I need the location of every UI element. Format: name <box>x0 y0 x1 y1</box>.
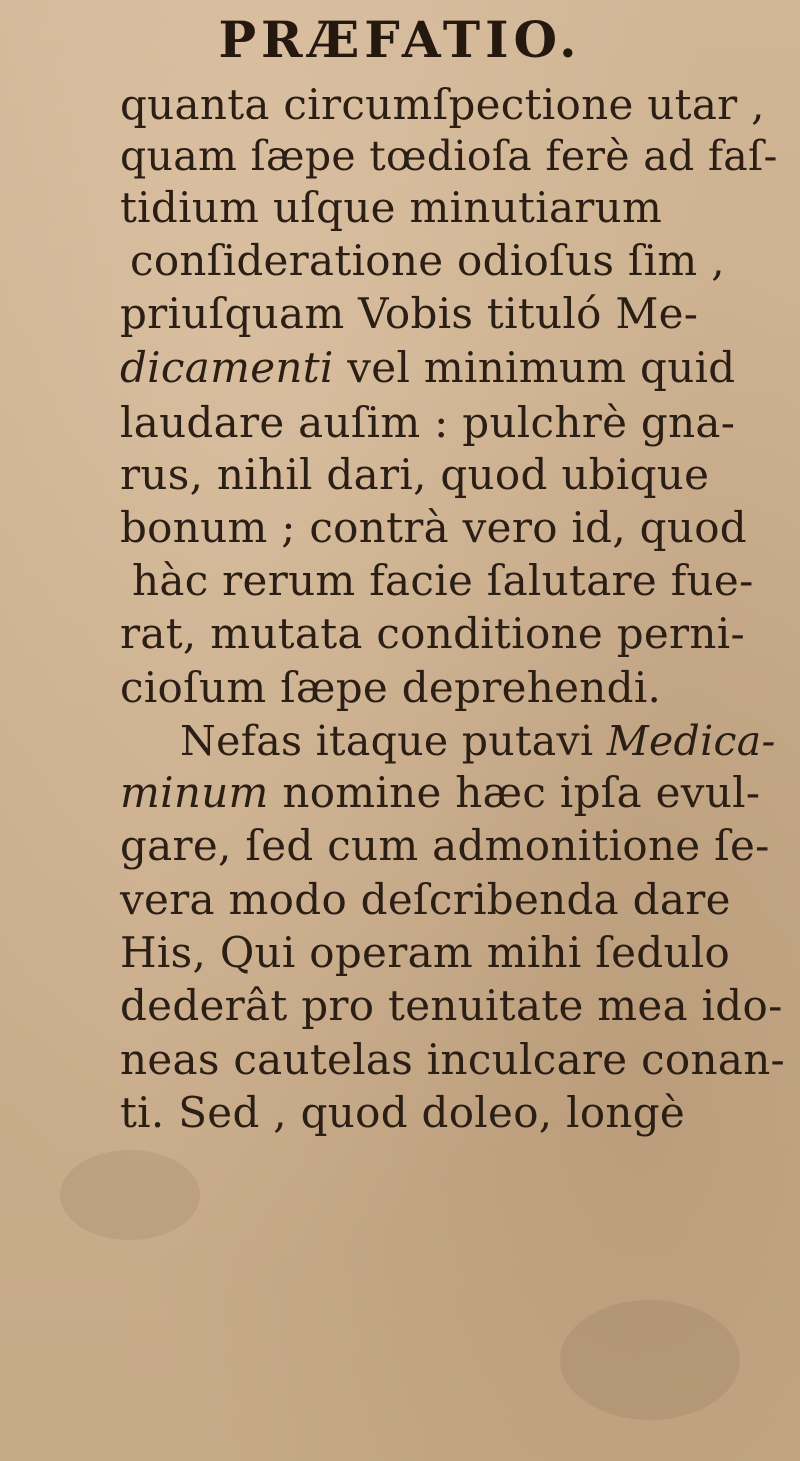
text-line-4: conſideratione odioſus ſim , <box>130 236 725 285</box>
text-line-20: ti. Sed , quod doleo, longè <box>120 1088 686 1137</box>
text-line-9: bonum ; contrà vero id, quod <box>120 503 747 552</box>
text-line-2: quam ſæpe tœdioſa ferè ad faſ- <box>120 132 778 180</box>
text-line-10: hàc rerum facie ſalutare fue- <box>132 556 754 605</box>
running-head: PRÆFATIO. <box>218 10 582 69</box>
paper-stain <box>560 1300 740 1420</box>
text-line-18: dederât pro tenuitate mea ido- <box>120 981 783 1030</box>
italic-word: minum <box>120 768 269 817</box>
line-text: Nefas itaque putavi <box>180 717 607 765</box>
text-line-12: cioſum ſæpe deprehendi. <box>120 663 662 712</box>
text-line-14 <box>120 767 760 819</box>
text-line-1: quanta circumſpectione utar , <box>120 80 765 129</box>
text-line-15: gare, ſed cum admonitione ſe- <box>120 821 770 870</box>
text-line-11: rat, mutata conditione perni- <box>120 609 745 658</box>
text-line-6 <box>120 342 736 394</box>
text-line-13 <box>180 715 776 767</box>
text-line-8: rus, nihil dari, quod ubique <box>120 450 710 499</box>
paper-stain <box>60 1150 200 1240</box>
italic-word: Medica- <box>606 717 776 765</box>
text-line-16: vera modo deſcribenda dare <box>120 875 731 924</box>
text-line-17: His, Qui operam mihi ſedulo <box>120 928 731 977</box>
text-line-19: neas cautelas inculcare conan- <box>120 1035 786 1084</box>
text-line-5: priuſquam Vobis tituló Me- <box>120 289 699 338</box>
italic-word: dicamenti <box>120 343 334 392</box>
line-text: vel minimum quid <box>333 343 736 392</box>
line-text: nomine hæc ipſa evul- <box>268 768 761 817</box>
text-line-3: tidium uſque minutiarum <box>120 183 663 232</box>
text-line-7: laudare auſim : pulchrè gna- <box>120 398 736 447</box>
